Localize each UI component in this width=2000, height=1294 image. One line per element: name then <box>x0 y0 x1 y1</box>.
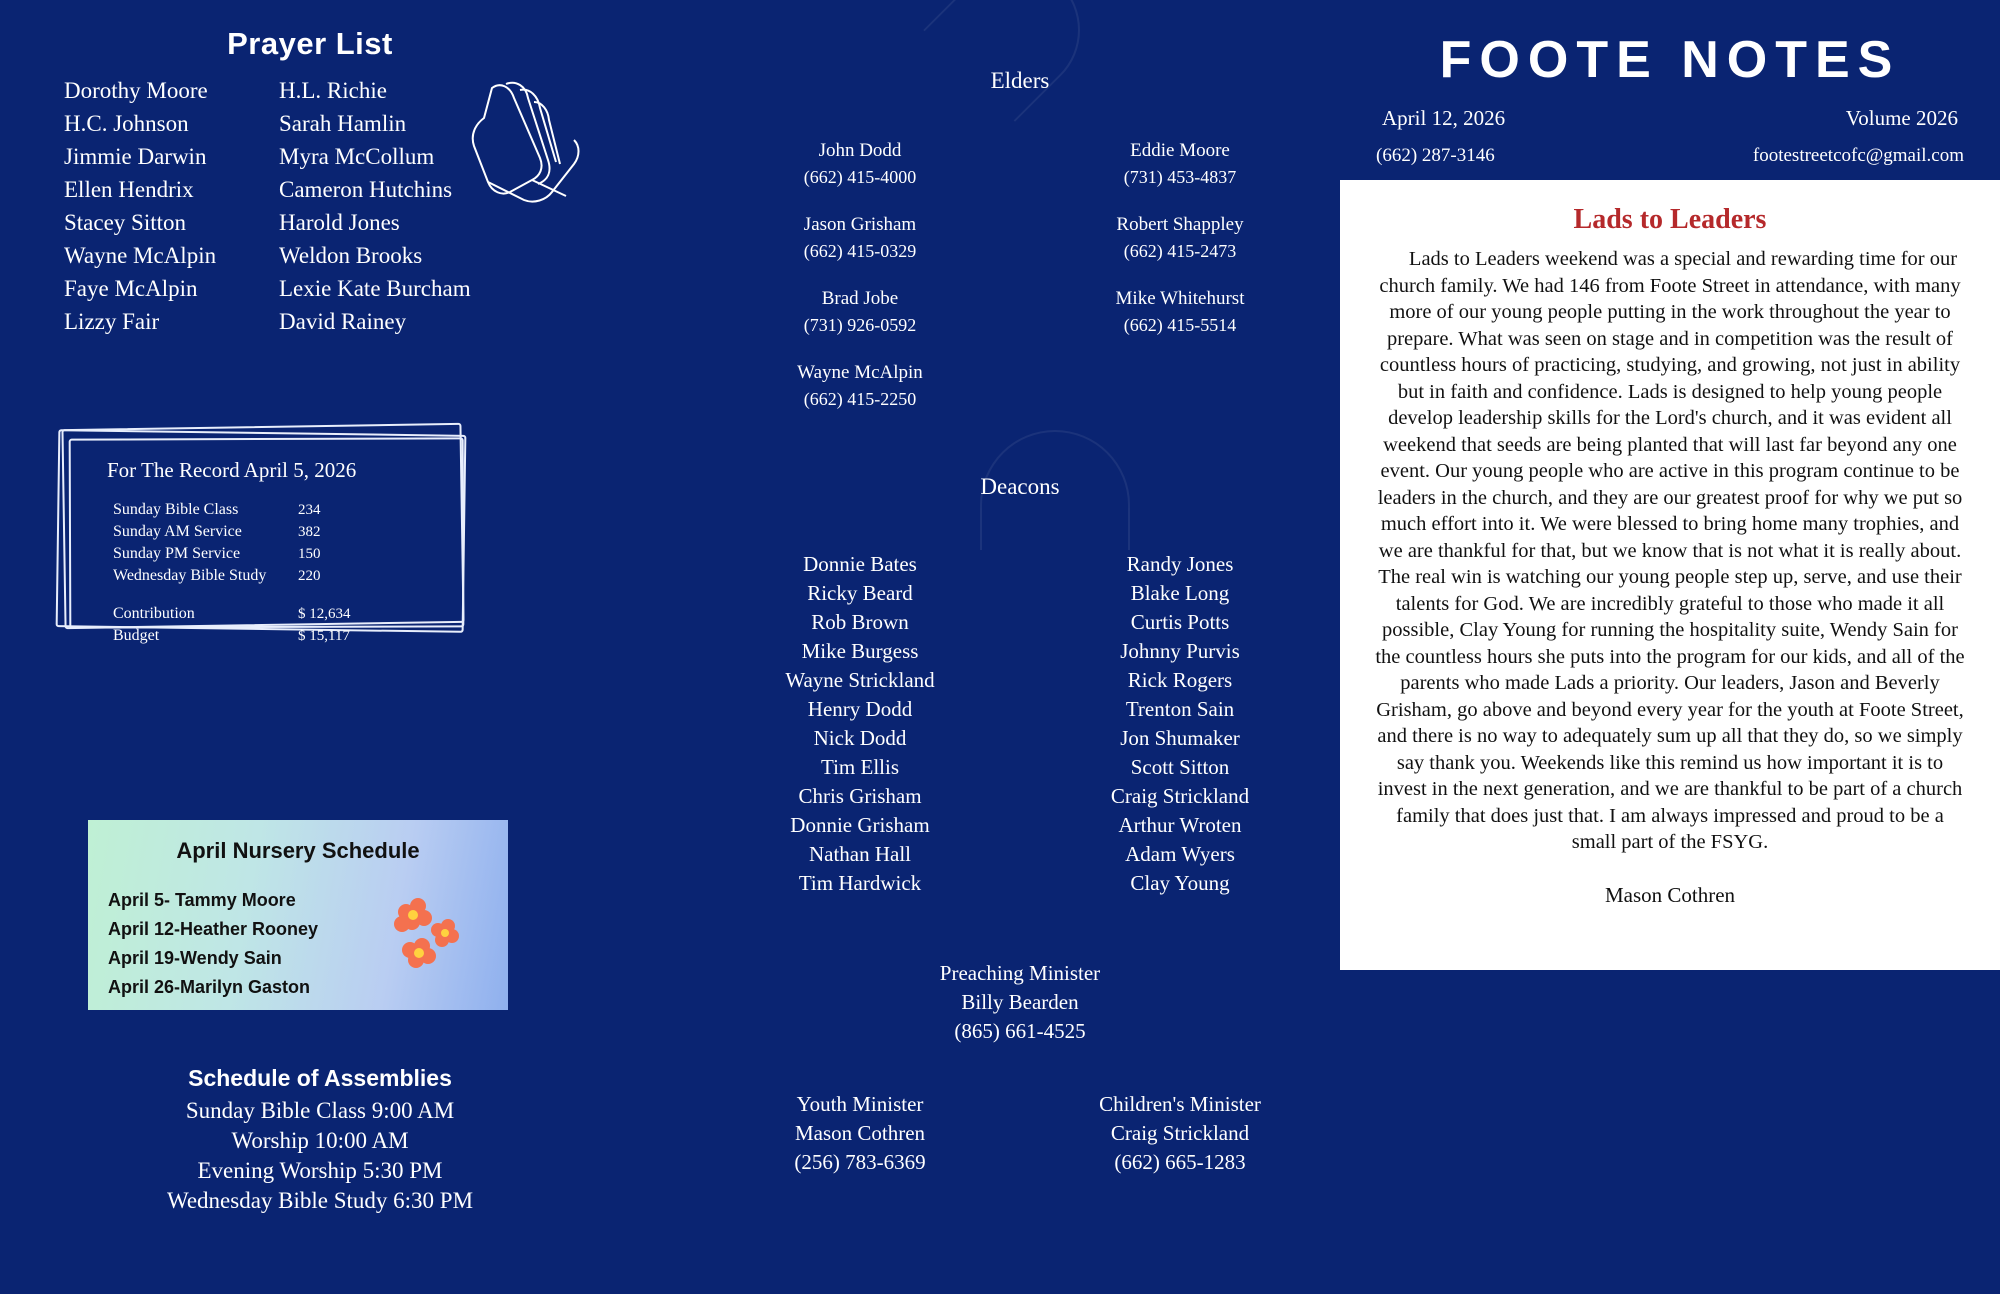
elder-entry <box>1020 212 1340 264</box>
deacon-name: Trenton Sain <box>1125 697 1235 721</box>
prayer-name: Dorothy Moore <box>64 78 208 103</box>
prayer-name: Cameron Hutchins <box>279 177 453 202</box>
nursery-item: April 5- Tammy Moore <box>108 890 296 910</box>
elder-phone: (662) 415-0329 <box>803 241 917 261</box>
prayer-list-title: Prayer List <box>227 26 393 61</box>
childrens-minister-title: Children's Minister <box>1099 1092 1261 1116</box>
elder-phone: (662) 415-5514 <box>1123 315 1237 335</box>
record-row <box>113 543 429 565</box>
childrens-minister-block <box>1020 1090 1340 1177</box>
record-value: 150 <box>298 546 321 562</box>
prayer-name: Wayne McAlpin <box>64 243 217 268</box>
deacon-name: Curtis Potts <box>1130 610 1230 634</box>
elder-phone: (662) 415-2473 <box>1123 241 1237 261</box>
elder-name: Wayne McAlpin <box>797 362 923 383</box>
childrens-minister-name: Craig Strickland <box>1110 1121 1250 1145</box>
elder-entry <box>700 138 1020 190</box>
prayer-name: Harold Jones <box>279 210 400 235</box>
elder-name: Eddie Moore <box>1130 140 1230 161</box>
prayer-name: David Rainey <box>279 309 407 334</box>
preaching-minister-name: Billy Bearden <box>961 990 1079 1014</box>
assemblies-line: Worship 10:00 AM <box>231 1128 409 1153</box>
record-value: $ 15,117 <box>298 628 350 644</box>
record-label: Sunday PM Service <box>113 545 241 562</box>
record-value: $ 12,634 <box>298 606 351 622</box>
deacon-name: Nick Dodd <box>813 726 907 750</box>
elder-name: Brad Jobe <box>821 288 899 309</box>
deacon-name: Rick Rogers <box>1127 668 1233 692</box>
record-value: 234 <box>298 502 321 518</box>
deacon-name: Henry Dodd <box>807 697 913 721</box>
nursery-schedule-title: April Nursery Schedule <box>176 838 420 863</box>
church-phone: (662) 287-3146 <box>1376 145 1495 166</box>
record-title: For The Record April 5, 2026 <box>107 458 357 482</box>
elder-phone: (662) 415-2250 <box>803 389 917 409</box>
record-value: 220 <box>298 568 321 584</box>
elder-phone: (731) 453-4837 <box>1123 167 1237 187</box>
prayer-name: Lexie Kate Burcham <box>279 276 471 301</box>
prayer-name: H.C. Johnson <box>64 111 189 136</box>
elder-name: Mike Whitehurst <box>1115 288 1245 309</box>
article-body: Lads to Leaders weekend was a special and rewarding time for our church family. We had 146 from Foote Street in attendance, with many more of our young people putting in the work throughout the year to prepare. What was seen on stage and in competition was the result of countless hours of practicing, studying, and growing, not just in ability but in faith and confidence. Lads is designed to help young people develop leadership skills for the Lord's church, and it was evident all weekend that seeds are being planted that will last far beyond any one event. Our young people who are active in this program continue to be leaders in the church, and they are our greatest proof for why we put so much effort into it. We were blessed to bring home many trophies, and we are thankful for that, but we know that is not what it is really about. The real win is watching our young people step up, serve, and use their talents for God. We are incredibly grateful to those who made it all possible, Clay Young for running the hospitality suite, Wendy Sain for the countless hours she puts into the program for our kids, and all of the parents who made Lads a priority. Our leaders, Jason and Beverly Grisham, go above and beyond every year for the youth at Foote Street, and there is no way to adequately sum up all that they do, so we simply say thank you. Weekends like this remind us how important it is to invest in the next generation, and we are thankful to be part of a church family that does just that. I am always impressed and proud to be a small part of the FSYG. <box>1375 248 1965 853</box>
deacon-name: Tim Ellis <box>820 755 899 779</box>
record-spacer <box>95 587 429 603</box>
elder-entry <box>1020 286 1340 338</box>
record-row <box>113 625 429 647</box>
assemblies-title: Schedule of Assemblies <box>188 1065 452 1091</box>
flowers-icon <box>376 898 466 978</box>
right-column <box>1340 0 2000 1294</box>
deacon-name: Mike Burgess <box>801 639 919 663</box>
left-column <box>0 0 660 1294</box>
elders-heading: Elders <box>990 68 1050 93</box>
issue-date: April 12, 2026 <box>1382 106 1506 130</box>
preaching-minister-title: Preaching Minister <box>939 961 1101 985</box>
deacon-name: Wayne Strickland <box>785 668 935 692</box>
elder-name: Jason Grisham <box>803 214 917 235</box>
masthead-contact-row <box>1340 131 2000 167</box>
deacon-name: Arthur Wroten <box>1118 813 1242 837</box>
assemblies-line: Sunday Bible Class 9:00 AM <box>185 1098 455 1123</box>
prayer-name: Myra McCollum <box>279 144 435 169</box>
prayer-name: H.L. Richie <box>279 78 387 103</box>
youth-minister-title: Youth Minister <box>796 1092 924 1116</box>
record-row <box>113 603 429 625</box>
assemblies-line: Evening Worship 5:30 PM <box>197 1158 443 1183</box>
preaching-minister-block <box>700 959 1340 1046</box>
deacons-grid <box>700 550 1340 897</box>
feature-article <box>1340 180 2000 970</box>
record-label: Contribution <box>113 605 195 622</box>
record-row <box>113 499 429 521</box>
center-column <box>700 0 1340 1294</box>
record-row <box>113 565 429 587</box>
deacon-name: Clay Young <box>1130 871 1230 895</box>
record-label: Sunday AM Service <box>113 523 242 540</box>
deacons-heading: Deacons <box>980 474 1060 499</box>
prayer-name: Jimmie Darwin <box>64 144 207 169</box>
youth-minister-block <box>700 1090 1020 1177</box>
nursery-item: April 26-Marilyn Gaston <box>108 977 311 997</box>
elder-entry-empty <box>1020 360 1340 412</box>
deacon-name: Jon Shumaker <box>1120 726 1240 750</box>
record-value: 382 <box>298 524 321 540</box>
article-title: Lads to Leaders <box>1573 204 1767 235</box>
deacon-name: Donnie Grisham <box>790 813 930 837</box>
elder-name: John Dodd <box>818 140 902 161</box>
church-email[interactable]: footestreetcofc@gmail.com <box>1752 145 1964 166</box>
elder-entry <box>1020 138 1340 190</box>
schedule-of-assemblies <box>40 1065 600 1216</box>
deacon-name: Scott Sitton <box>1130 755 1230 779</box>
elder-phone: (731) 926-0592 <box>803 315 917 335</box>
other-ministers-grid <box>700 1090 1340 1177</box>
youth-minister-name: Mason Cothren <box>794 1121 926 1145</box>
record-label: Wednesday Bible Study <box>113 567 267 584</box>
assemblies-line: Wednesday Bible Study 6:30 PM <box>166 1188 474 1213</box>
masthead-meta-row <box>1340 90 2000 131</box>
preaching-minister-phone: (865) 661-4525 <box>954 1019 1086 1043</box>
record-content <box>77 444 447 644</box>
article-byline: Mason Cothren <box>1604 882 1736 907</box>
deacon-name: Blake Long <box>1130 581 1230 605</box>
elder-entry <box>700 360 1020 412</box>
deacon-name: Donnie Bates <box>803 552 917 576</box>
childrens-minister-phone: (662) 665-1283 <box>1114 1150 1246 1174</box>
elder-phone: (662) 415-4000 <box>803 167 917 187</box>
elders-grid <box>700 138 1340 412</box>
deacon-name: Ricky Beard <box>807 581 913 605</box>
deacon-name: Chris Grisham <box>798 784 922 808</box>
prayer-name: Stacey Sitton <box>64 210 187 235</box>
deacon-name: Tim Hardwick <box>798 871 922 895</box>
elder-entry <box>700 212 1020 264</box>
deacon-name: Randy Jones <box>1126 552 1234 576</box>
prayer-name: Lizzy Fair <box>64 309 160 334</box>
prayer-name: Weldon Brooks <box>279 243 423 268</box>
deacon-name: Adam Wyers <box>1125 842 1235 866</box>
praying-hands-icon <box>470 80 620 210</box>
elder-entry <box>700 286 1020 338</box>
record-label: Budget <box>113 627 160 644</box>
for-the-record-card <box>55 420 475 660</box>
record-label: Sunday Bible Class <box>113 501 239 518</box>
masthead-title: FOOTE NOTES <box>1439 31 1901 89</box>
prayer-name: Ellen Hendrix <box>64 177 194 202</box>
nursery-schedule-card <box>88 820 508 1010</box>
elder-name: Robert Shappley <box>1116 214 1244 235</box>
deacon-name: Rob Brown <box>811 610 909 634</box>
record-row <box>113 521 429 543</box>
deacon-name: Craig Strickland <box>1110 784 1250 808</box>
nursery-item: April 12-Heather Rooney <box>108 919 319 939</box>
nursery-item: April 19-Wendy Sain <box>108 948 282 968</box>
prayer-name: Faye McAlpin <box>64 276 198 301</box>
youth-minister-phone: (256) 783-6369 <box>794 1150 926 1174</box>
issue-volume: Volume 2026 <box>1845 106 1958 130</box>
prayer-name: Sarah Hamlin <box>279 111 407 136</box>
deacon-name: Nathan Hall <box>808 842 912 866</box>
deacon-name: Johnny Purvis <box>1120 639 1240 663</box>
